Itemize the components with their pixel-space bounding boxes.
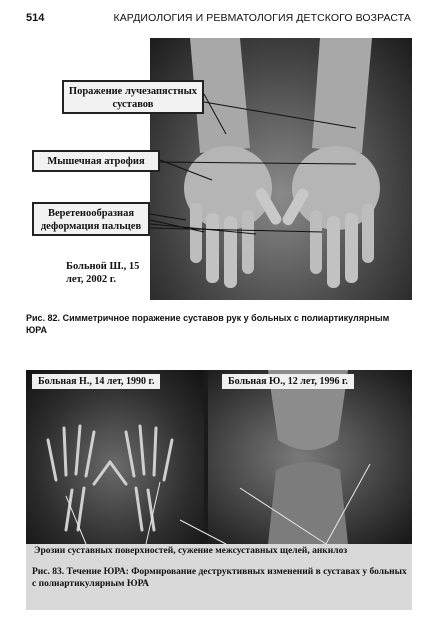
caption-82-text: Симметричное поражение суставов рук у больных с полиартикулярным ЮРА xyxy=(26,313,390,335)
figure-82 xyxy=(26,38,412,300)
label-wrist-joints: Поражение лучезапястных суставов xyxy=(62,80,204,114)
figure-83 xyxy=(26,370,412,610)
caption-83-text: Течение ЮРА: Формирование деструктивных изменений в суставах у больных с полиартикулярным ЮРА xyxy=(32,567,407,589)
caption-82-prefix: Рис. 82. xyxy=(26,313,61,323)
page-number: 514 xyxy=(26,12,45,24)
caption-83-prefix: Рис. 83. xyxy=(32,567,65,577)
xray-left-title: Больная Н., 14 лет, 1990 г. xyxy=(32,374,160,389)
figure-83-caption xyxy=(32,566,408,590)
label-spindle-deformity: Веретенообразная деформация пальцев xyxy=(32,202,150,236)
figure-82-caption xyxy=(26,312,412,336)
page-header xyxy=(0,12,427,28)
label-muscle-atrophy: Мышечная атрофия xyxy=(32,150,160,172)
xray-right-title: Больная Ю., 12 лет, 1996 г. xyxy=(222,374,354,389)
erosion-label: Эрозии суставных поверхностей, сужение межсуставных щелей, анкилоз xyxy=(34,546,348,556)
patient-label-1: Больной Ш., 15 лет, 2002 г. xyxy=(66,261,140,285)
running-head: КАРДИОЛОГИЯ И РЕВМАТОЛОГИЯ ДЕТСКОГО ВОЗРАСТА xyxy=(113,12,411,24)
